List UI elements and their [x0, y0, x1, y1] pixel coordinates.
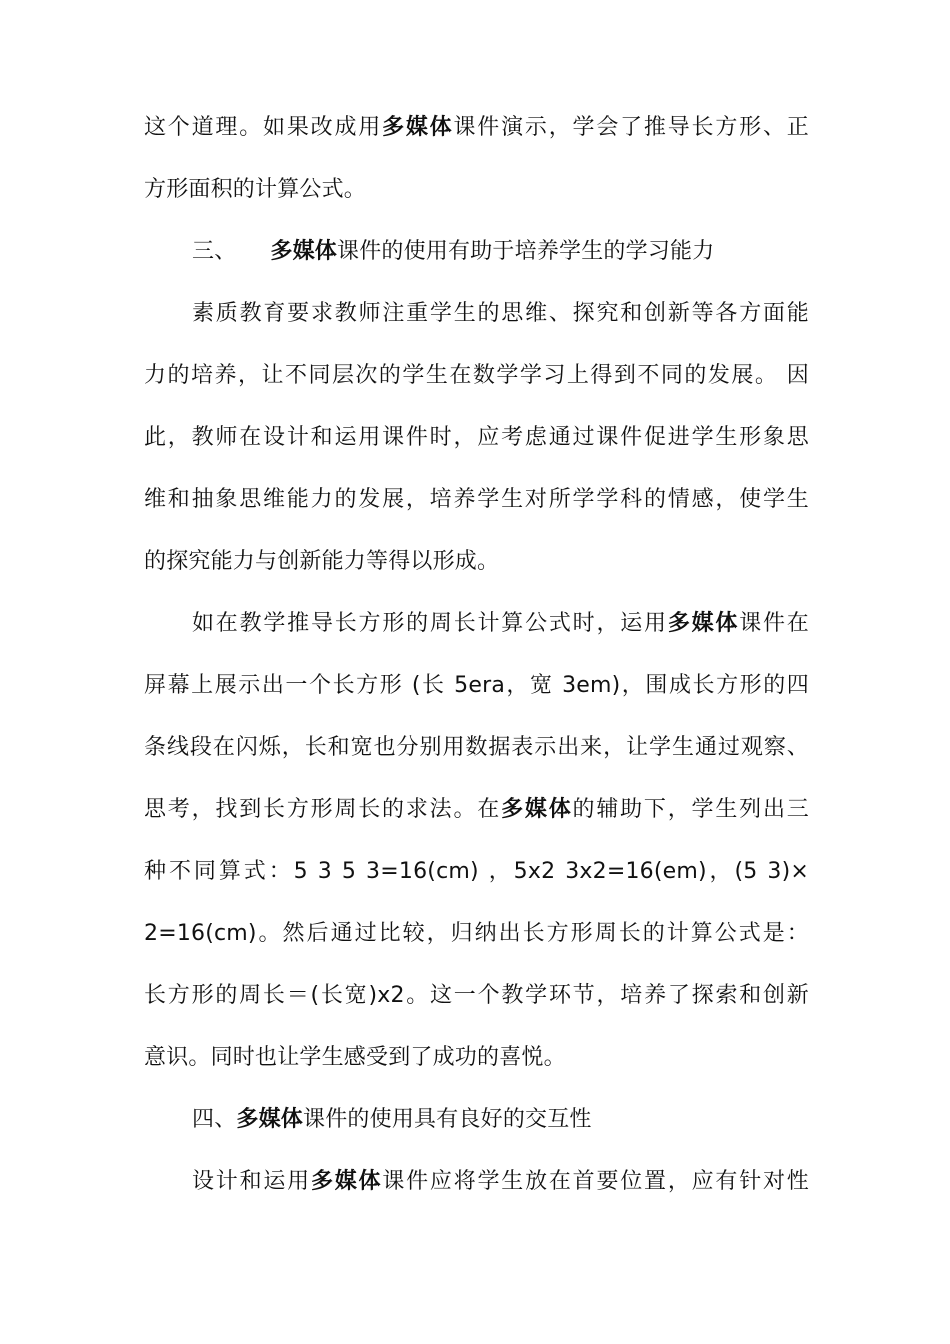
section-heading-3: 三、 多媒体课件的使用有助于培养学生的学习能力: [192, 239, 715, 264]
paragraph-line: 条线段在闪烁，长和宽也分别用数据表示出来，让学生通过观察、: [144, 735, 809, 760]
paragraph-line: 方形面积的计算公式。: [144, 177, 367, 202]
bold-keyword: 多媒体: [270, 239, 338, 264]
paragraph-line: 种不同算式：5 3 5 3=16(cm) ，5x2 3x2=16(em)，(5 3)×: [144, 859, 809, 884]
paragraph-line: 力的培养，让不同层次的学生在数学学习上得到不同的发展。 因: [144, 363, 809, 388]
bold-keyword: 多媒体: [501, 797, 573, 822]
paragraph-line: 此，教师在设计和运用课件时，应考虑通过课件促进学生形象思: [144, 425, 809, 450]
section-heading-4: 四、多媒体课件的使用具有良好的交互性: [192, 1107, 592, 1132]
paragraph-line: 长方形的周长＝(长宽)x2。这一个教学环节，培养了探索和创新: [144, 983, 809, 1008]
bold-keyword: 多媒体: [310, 1169, 383, 1194]
bold-keyword: 多媒体: [236, 1107, 304, 1132]
paragraph-line: 2=16(cm)。然后通过比较，归纳出长方形周长的计算公式是：: [144, 921, 809, 946]
bold-keyword: 多媒体: [382, 115, 454, 140]
paragraph-line: 维和抽象思维能力的发展，培养学生对所学学科的情感，使学生: [144, 487, 809, 512]
paragraph-line: 屏幕上展示出一个长方形 (长 5era，宽 3em)，围成长方形的四: [144, 673, 809, 698]
paragraph-line: 设计和运用多媒体课件应将学生放在首要位置，应有针对性: [192, 1169, 809, 1194]
paragraph-line: 意识。同时也让学生感受到了成功的喜悦。: [144, 1045, 566, 1070]
bold-keyword: 多媒体: [667, 611, 740, 636]
paragraph-line: 思考，找到长方形周长的求法。在多媒体的辅助下，学生列出三: [144, 797, 809, 822]
paragraph-line: 这个道理。如果改成用多媒体课件演示，学会了推导长方形、正: [144, 115, 809, 140]
paragraph-line: 素质教育要求教师注重学生的思维、探究和创新等各方面能: [192, 301, 809, 326]
paragraph-line: 的探究能力与创新能力等得以形成。: [144, 549, 500, 574]
paragraph-line: 如在教学推导长方形的周长计算公式时，运用多媒体课件在: [192, 611, 809, 636]
